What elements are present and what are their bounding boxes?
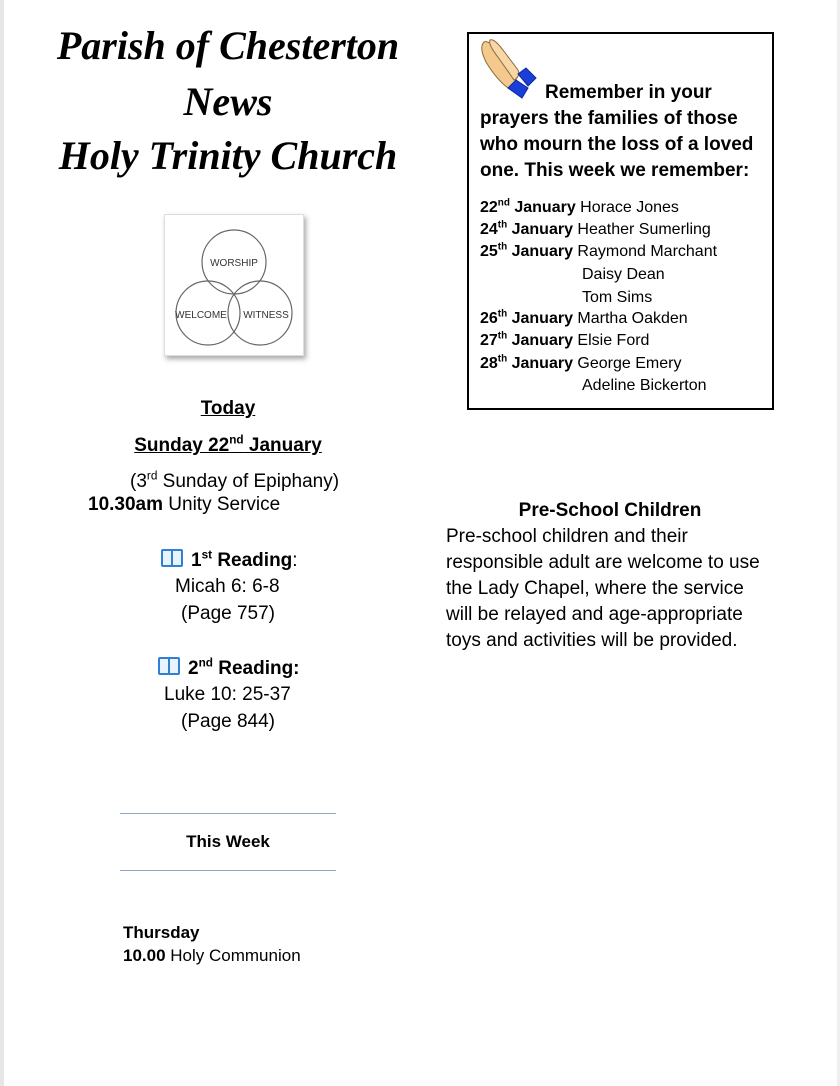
memorial-entry: 26th January Martha Oakden (480, 308, 688, 327)
second-reading-heading: 2nd Reading: (158, 657, 300, 680)
preschool-text-line: the Lady Chapel, where the service (446, 578, 744, 599)
today-date: Sunday 22nd January (134, 433, 322, 456)
newsletter-subtitle: News (183, 79, 273, 124)
first-reading-heading: 1st Reading: (161, 549, 298, 572)
this-week-heading: This Week (186, 832, 270, 851)
prayer-intro-line-1: Remember in your (545, 82, 712, 103)
divider-top (120, 813, 336, 814)
memorial-entry: 28th January George Emery (480, 353, 682, 372)
preschool-text-line: will be relayed and age-appropriate (446, 604, 743, 625)
memorial-entry: 24th January Heather Sumerling (480, 219, 711, 238)
preschool-text-line: Pre-school children and their (446, 526, 688, 547)
memorial-entry: 25th January Raymond Marchant (480, 241, 718, 260)
memorial-entry: Tom Sims (582, 289, 653, 306)
praying-hands-icon (478, 38, 540, 100)
book-icon (161, 549, 183, 567)
newsletter-title: Parish of Chesterton (56, 23, 400, 68)
second-reading-page: (Page 844) (181, 711, 276, 732)
first-reading-page: (Page 757) (181, 603, 276, 624)
parish-logo (164, 214, 304, 356)
prayer-intro-line-2: prayers the families of those (480, 108, 738, 129)
memorial-entry: Daisy Dean (582, 266, 665, 283)
logo-label-worship: WORSHIP (210, 258, 258, 269)
second-reading-ref: Luke 10: 25-37 (164, 684, 291, 705)
preschool-text-line: responsible adult are welcome to use (446, 552, 760, 573)
logo-label-welcome: WELCOME (175, 310, 227, 321)
preschool-text-line: toys and activities will be provided. (446, 630, 738, 651)
divider-bottom (120, 870, 336, 871)
epiphany-note: (3rd Sunday of Epiphany) (130, 469, 340, 492)
book-icon (158, 657, 180, 675)
preschool-heading: Pre-School Children (518, 500, 702, 521)
venn-diagram (165, 215, 303, 355)
prayer-intro-line-3: who mourn the loss of a loved (480, 134, 754, 155)
church-name: Holy Trinity Church (58, 133, 398, 178)
memorial-entry: 27th January Elsie Ford (480, 330, 650, 349)
first-reading-ref: Micah 6: 6-8 (175, 576, 280, 597)
logo-label-witness: WITNESS (243, 310, 289, 321)
weekday-service: 10.00 Holy Communion (123, 946, 301, 965)
service-line: 10.30am Unity Service (88, 494, 281, 515)
weekday-label: Thursday (123, 923, 200, 942)
memorial-entry: Adeline Bickerton (582, 377, 707, 394)
today-heading: Today (200, 398, 256, 419)
memorial-entry: 22nd January Horace Jones (480, 197, 679, 216)
prayer-intro-line-4: one. This week we remember: (480, 160, 750, 181)
